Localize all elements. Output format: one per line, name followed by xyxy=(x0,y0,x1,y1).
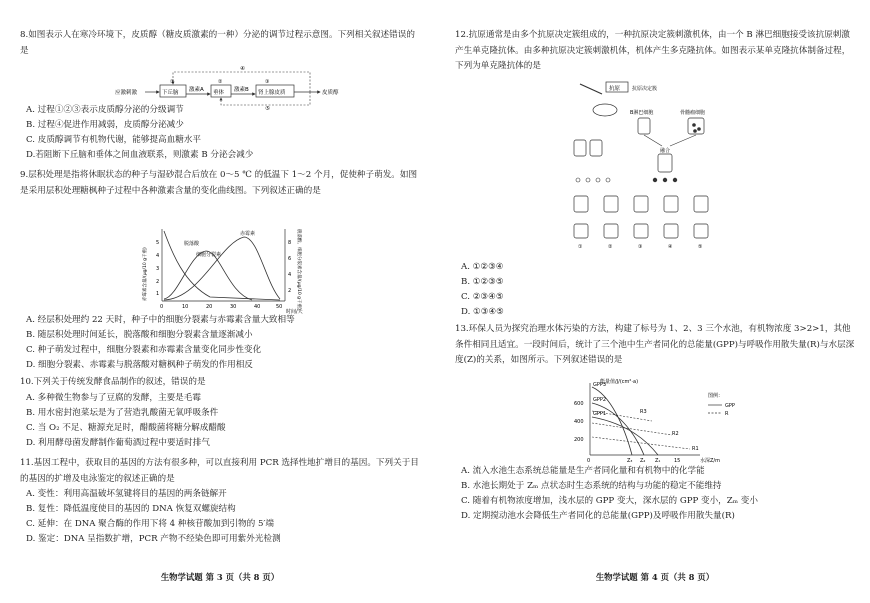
q9-yl-2: 2 xyxy=(156,279,160,285)
question-8 xyxy=(20,28,420,59)
q13-y-200: 200 xyxy=(574,437,584,443)
q9-yl-5: 5 xyxy=(156,240,160,246)
q9-yr-8: 8 xyxy=(288,240,292,246)
question-8-options xyxy=(20,103,420,163)
q13-energy-chart xyxy=(560,375,750,467)
q13-option-b: B. 水池长期处于 Zₘ 点状态时生态系统的结构与功能的稳定不能维持 xyxy=(461,481,722,491)
q9-option-c: C. 种子萌发过程中，细胞分裂素和赤霉素含量变化同步性变化 xyxy=(26,345,262,355)
q9-hormone-chart xyxy=(140,223,310,315)
q8-fig-hormone-b: 激素B xyxy=(234,87,249,93)
q13-option-a: A. 流入水池生态系统总能量是生产者同化量和有机物中的化学能 xyxy=(461,466,705,476)
question-13-stem: 13.环保人员为探究治理水体污染的方法，构建了标号为 1、2、3 三个水池，有机物浓度 3>2>1，其他条件相同且适宜。一段时间后，统计了三个池中生产者同化的总能量(GPP)与呼吸作用散失量(R)与水层深度(Z)的关系，如图所示。下列叙述错误的是 xyxy=(455,324,855,365)
q13-xlabel: 水深Z/m xyxy=(700,458,720,464)
q11-option-c: C. 延伸：在 DNA 聚合酶的作用下将 4 种核苷酸加到引物的 5′端 xyxy=(26,519,274,529)
q13-gpp3: GPP3 xyxy=(593,382,607,388)
question-9-options xyxy=(20,313,420,373)
question-10 xyxy=(20,375,420,451)
q8-fig-adrenal-cortex: 肾上腺皮质 xyxy=(258,90,286,96)
q9-yl-3: 3 xyxy=(156,266,160,272)
q12-fig-tube-2: ② xyxy=(608,244,613,250)
left-page-footer: 生物学试题 第 3 页（共 8 页） xyxy=(160,572,280,582)
q8-fig-label-5: ⑤ xyxy=(265,106,270,110)
q9-yr-2: 2 xyxy=(288,288,292,294)
q13-x-z1: Z₁ xyxy=(655,458,661,464)
question-13-options xyxy=(455,464,855,524)
q8-option-d: D.若阻断下丘脑和垂体之间血液联系，则激素 B 分泌会减少 xyxy=(26,150,254,160)
q9-x-20: 20 xyxy=(206,304,213,310)
question-9-stem: 9.层积处理是指将休眠状态的种子与湿砂混合后放在 0～5 ℃ 的低温下 1～2 个月，促使种子萌发。如图是采用层积处理糖枫种子过程中各种激素含量的变化曲线图。下列叙述正确的是 xyxy=(20,170,418,196)
q9-option-a: A. 经层积处理约 22 天时，种子中的细胞分裂素与赤霉素含量大致相等 xyxy=(26,315,295,325)
q13-gpp1: GPP1 xyxy=(593,411,607,417)
q9-yr-6: 6 xyxy=(288,256,292,262)
q8-fig-hormone-a: 激素A xyxy=(189,87,204,93)
q9-x-0: 0 xyxy=(160,304,164,310)
q13-x-15: 15 xyxy=(674,458,681,464)
q10-option-d: D. 利用酵母菌发酵制作葡萄酒过程中要适时排气 xyxy=(26,437,210,448)
q9-ylabel-left: 赤霉素含量/(μg/10 g干重) xyxy=(143,247,148,301)
q13-r2: R2 xyxy=(672,431,679,437)
q12-fig-tube-3: ③ xyxy=(638,244,643,250)
q13-x-0: 0 xyxy=(587,458,591,464)
q8-fig-hypothalamus: 下丘脑 xyxy=(162,90,179,96)
q8-option-a: A. 过程①②③表示皮质醇分泌的分级调节 xyxy=(26,105,184,115)
q8-option-c: C. 皮质醇调节有机物代谢，能够提高血糖水平 xyxy=(26,135,202,145)
q13-y-600: 600 xyxy=(574,401,584,407)
q13-r1: R1 xyxy=(692,446,699,452)
q12-fig-antigen: 抗原 xyxy=(609,86,621,92)
q8-fig-label-1: ① xyxy=(170,79,175,85)
q12-monoclonal-figure xyxy=(570,80,720,252)
q8-option-b: B. 过程④促进作用减弱，皮质醇分泌减少 xyxy=(26,120,184,130)
q13-y-400: 400 xyxy=(574,419,584,425)
left-page xyxy=(20,0,430,603)
q10-option-b: B. 用水密封泡菜坛是为了营造乳酸菌无氧呼吸条件 xyxy=(26,407,219,418)
right-page xyxy=(455,0,865,603)
q13-legend-gpp: GPP xyxy=(725,403,735,409)
q13-r3: R3 xyxy=(640,409,647,415)
q9-series-gibberellin: 赤霉素 xyxy=(240,231,256,237)
q12-fig-tube-4: ④ xyxy=(668,244,673,250)
q8-fig-pituitary: 垂体 xyxy=(213,90,225,96)
q12-fig-fusion: 融合 xyxy=(660,148,671,154)
q9-option-b: B. 随层积处理时间延长，脱落酸和细胞分裂素含量逐渐减小 xyxy=(26,330,253,340)
q11-option-d: D. 鉴定：DNA 呈指数扩增，PCR 产物不经染色即可用紫外光检测 xyxy=(26,534,281,544)
question-12 xyxy=(455,28,855,75)
q9-yl-1: 1 xyxy=(156,291,160,297)
q12-option-d: D. ①③④⑤ xyxy=(461,307,504,317)
q12-fig-b-cell: B淋巴细胞 xyxy=(630,110,654,116)
q9-series-aba: 脱落酸 xyxy=(184,241,200,247)
question-10-stem: 10.下列关于传统发酵食品制作的叙述，错误的是 xyxy=(20,377,206,387)
q9-x-40: 40 xyxy=(254,304,261,310)
q12-option-a: A. ①②③④ xyxy=(461,262,504,272)
q13-legend-r: R xyxy=(725,411,729,417)
q9-series-cytokinin: 细胞分裂素 xyxy=(196,252,222,258)
q13-ylabel: 能量值/J/(cm²·a) xyxy=(600,379,639,385)
q13-x-z2: Z₂ xyxy=(640,458,646,464)
q9-yl-4: 4 xyxy=(156,253,160,259)
q12-fig-tube-5: ⑤ xyxy=(698,244,703,250)
q13-option-d: D. 定期搅动池水会降低生产者同化的总能量(GPP)及呼吸作用散失量(R) xyxy=(461,511,735,521)
q8-fig-label-3: ③ xyxy=(265,79,270,85)
q12-fig-tube-1: ① xyxy=(578,244,583,250)
q12-fig-epitope: 抗原决定簇 xyxy=(632,86,658,92)
question-11 xyxy=(20,456,420,547)
right-page-footer: 生物学试题 第 4 页（共 8 页） xyxy=(595,572,715,582)
q9-ylabel-right: 脱落酸、细胞分裂素含量/(μg/10 g干重) xyxy=(296,229,301,310)
q9-x-50: 50 xyxy=(276,304,283,310)
q9-xlabel: 时间/天 xyxy=(286,309,303,315)
q13-gpp2: GPP2 xyxy=(593,397,607,403)
q10-option-c: C. 当 O₂ 不足、糖源充足时，醋酸菌将糖分解成醋酸 xyxy=(26,422,226,433)
q13-legend-title: 图例： xyxy=(708,393,724,399)
question-12-options xyxy=(455,260,855,320)
q12-option-b: B. ①②③⑤ xyxy=(461,277,504,287)
q11-option-a: A. 变性：利用高温破坏氢键将目的基因的两条链解开 xyxy=(26,489,227,499)
q8-fig-label-4: ④ xyxy=(240,66,245,72)
question-11-stem: 11.基因工程中，获取目的基因的方法有很多种，可以直接利用 PCR 选择性地扩增目的基因。下列关于目的基因的扩增及电泳鉴定的叙述正确的是 xyxy=(20,458,419,484)
q9-x-30: 30 xyxy=(230,304,237,310)
q12-option-c: C. ②③④⑤ xyxy=(461,292,504,302)
question-12-stem: 12.抗原通常是由多个抗原决定簇组成的，一种抗原决定簇刺激机体，由一个 B 淋巴细胞接受该抗原刺激产生单克隆抗体。由多种抗原决定簇刺激机体，机体产生多克隆抗体。如图表示某单克隆抗体制备过程，下列为单克隆抗体的是 xyxy=(455,30,851,71)
question-9 xyxy=(20,168,420,199)
q8-fig-label-2: ② xyxy=(218,79,223,85)
q8-fig-start: 应激刺激 xyxy=(115,90,138,96)
question-8-stem: 8.如图表示人在寒冷环境下，皮质醇（糖皮质激素的一种）分泌的调节过程示意图。下列相关叙述错误的是 xyxy=(20,30,415,56)
q8-fig-end: 皮质醇 xyxy=(322,90,339,96)
q9-x-10: 10 xyxy=(182,304,189,310)
q10-option-a: A. 多种微生物参与了豆腐的发酵，主要是毛霉 xyxy=(26,392,201,403)
q13-x-z3: Z₃ xyxy=(627,458,633,464)
q9-yr-4: 4 xyxy=(288,272,292,278)
q13-option-c: C. 随着有机物浓度增加，浅水层的 GPP 变大，深水层的 GPP 变小，Zₘ 变小 xyxy=(461,496,758,506)
q9-option-d: D. 细胞分裂素、赤霉素与脱落酸对糖枫种子萌发的作用相反 xyxy=(26,360,253,370)
q11-option-b: B. 复性：降低温度使目的基因的 DNA 恢复双螺旋结构 xyxy=(26,504,236,514)
question-13 xyxy=(455,322,855,369)
q12-fig-myeloma: 骨髓瘤细胞 xyxy=(680,110,706,116)
